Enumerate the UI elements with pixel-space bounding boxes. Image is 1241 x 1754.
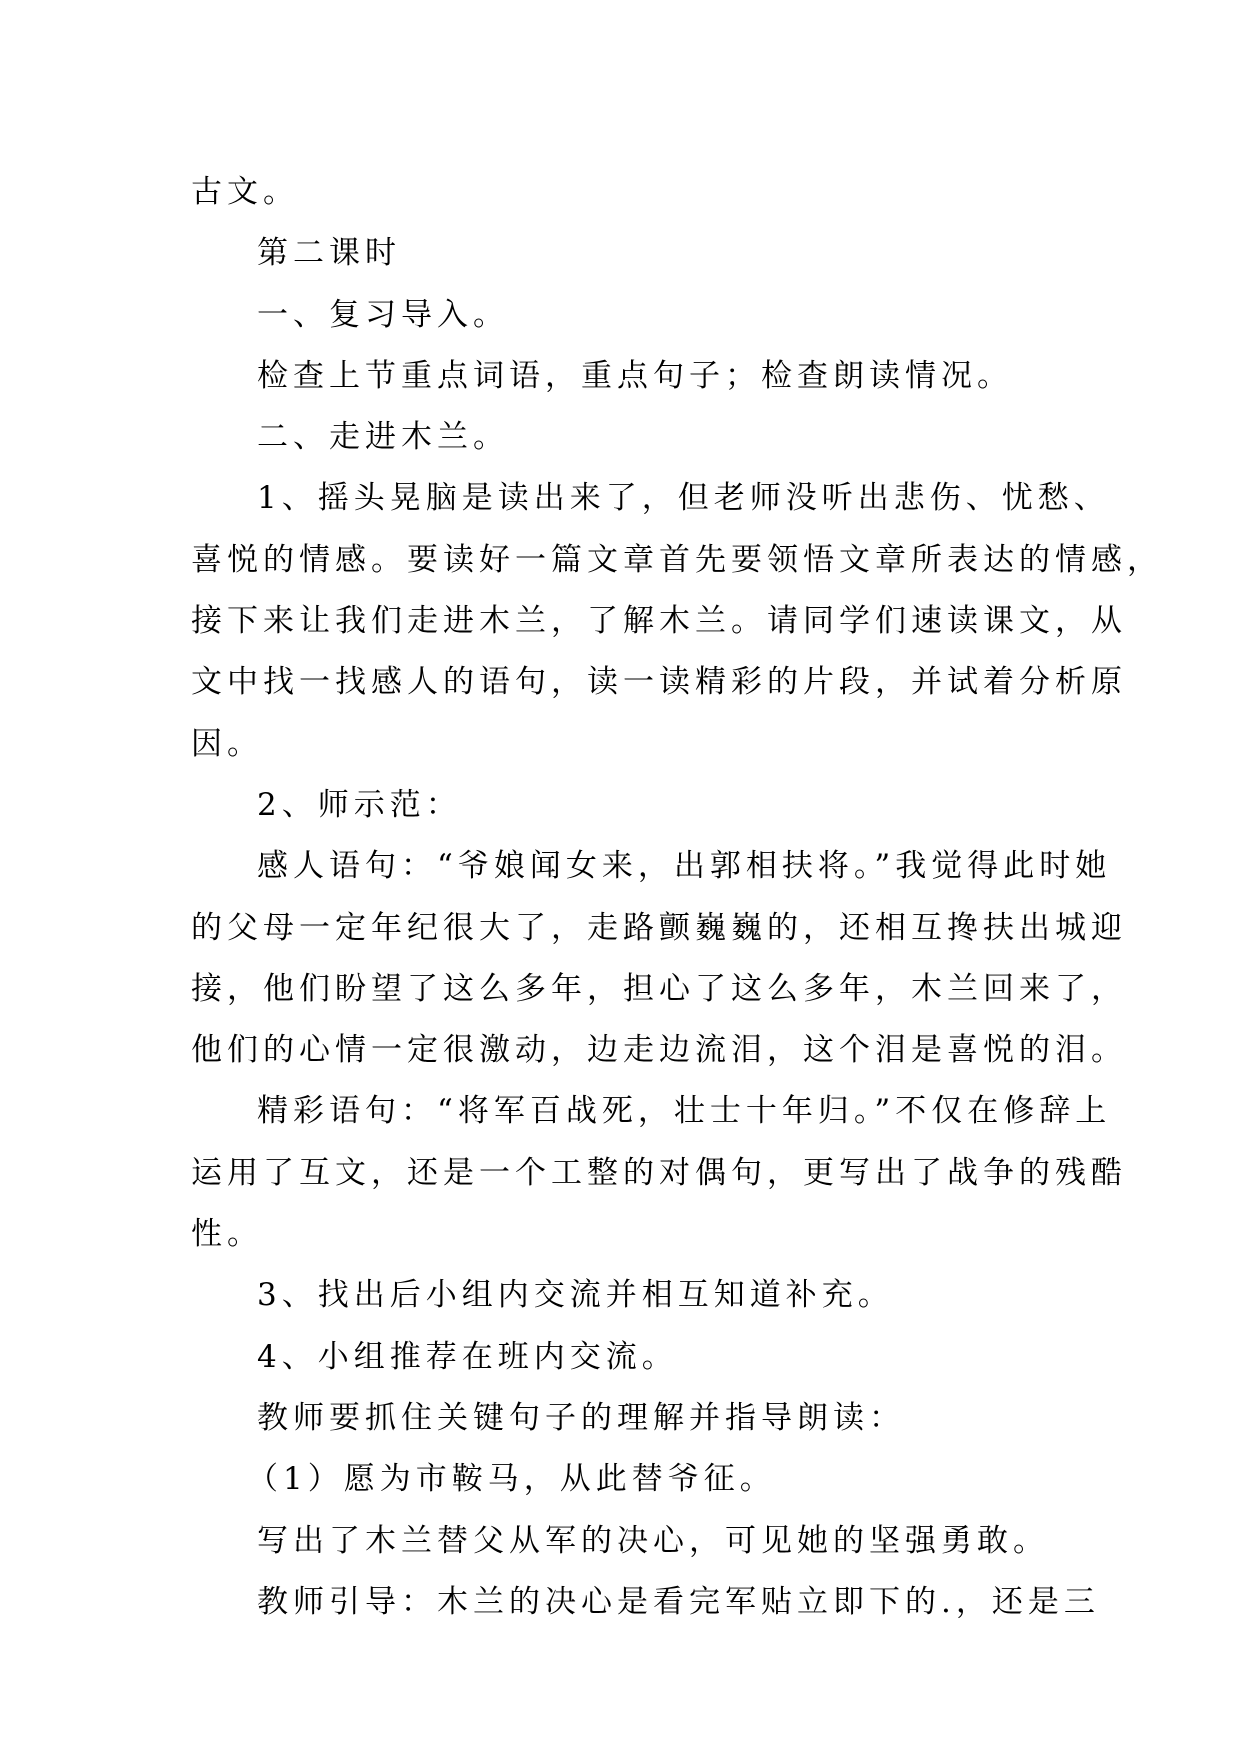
paragraph-1-line-5: 因。 <box>191 725 263 762</box>
paragraph-1-line-2: 喜悦的情感。要读好一篇文章首先要领悟文章所表达的情感， <box>191 541 1163 578</box>
section-heading-mulan: 二、走进木兰。 <box>257 419 509 456</box>
touching-sentence-line-3: 接，他们盼望了这么多年，担心了这么多年，木兰回来了， <box>191 970 1127 1007</box>
touching-sentence-line-4: 他们的心情一定很激动，边走边流泪，这个泪是喜悦的泪。 <box>191 1032 1127 1069</box>
paragraph-1-line-4: 文中找一找感人的语句，读一读精彩的片段，并试着分析原 <box>191 664 1127 701</box>
paragraph-review: 检查上节重点词语，重点句子；检查朗读情况。 <box>257 357 1013 394</box>
paragraph-3: 3、找出后小组内交流并相互知道补充。 <box>257 1277 894 1314</box>
paragraph-1-line-3: 接下来让我们走进木兰，了解木兰。请同学们速读课文，从 <box>191 603 1127 640</box>
wonderful-sentence-line-2: 运用了互文，还是一个工整的对偶句，更写出了战争的残酷 <box>191 1154 1127 1191</box>
text-line-continuation: 古文。 <box>191 174 299 210</box>
teacher-guidance: 教师要抓住关键句子的理解并指导朗读： <box>257 1399 905 1436</box>
key-sentence-1-explanation: 写出了木兰替父从军的决心，可见她的坚强勇敢。 <box>257 1522 1049 1559</box>
key-sentence-1: （1）愿为市鞍马，从此替爷征。 <box>247 1461 776 1498</box>
wonderful-sentence-line-3: 性。 <box>191 1216 263 1253</box>
touching-sentence-line-2: 的父母一定年纪很大了，走路颤巍巍的，还相互搀扶出城迎 <box>191 909 1127 946</box>
lesson-heading: 第二课时 <box>257 235 401 272</box>
wonderful-sentence-line-1: 精彩语句：“将军百战死，壮士十年归。”不仅在修辞上 <box>257 1093 1112 1130</box>
touching-sentence-line-1: 感人语句：“爷娘闻女来，出郭相扶将。”我觉得此时她 <box>257 848 1112 885</box>
paragraph-1-line-1: 1、摇头晃脑是读出来了，但老师没听出悲伤、忧愁、 <box>257 480 1110 517</box>
paragraph-4: 4、小组推荐在班内交流。 <box>257 1338 678 1375</box>
document-body <box>191 162 1163 1633</box>
section-heading-review: 一、复习导入。 <box>257 296 509 333</box>
paragraph-2-heading: 2、师示范： <box>257 786 462 823</box>
teacher-prompt: 教师引导：木兰的决心是看完军贴立即下的.，还是三 <box>257 1583 1100 1620</box>
